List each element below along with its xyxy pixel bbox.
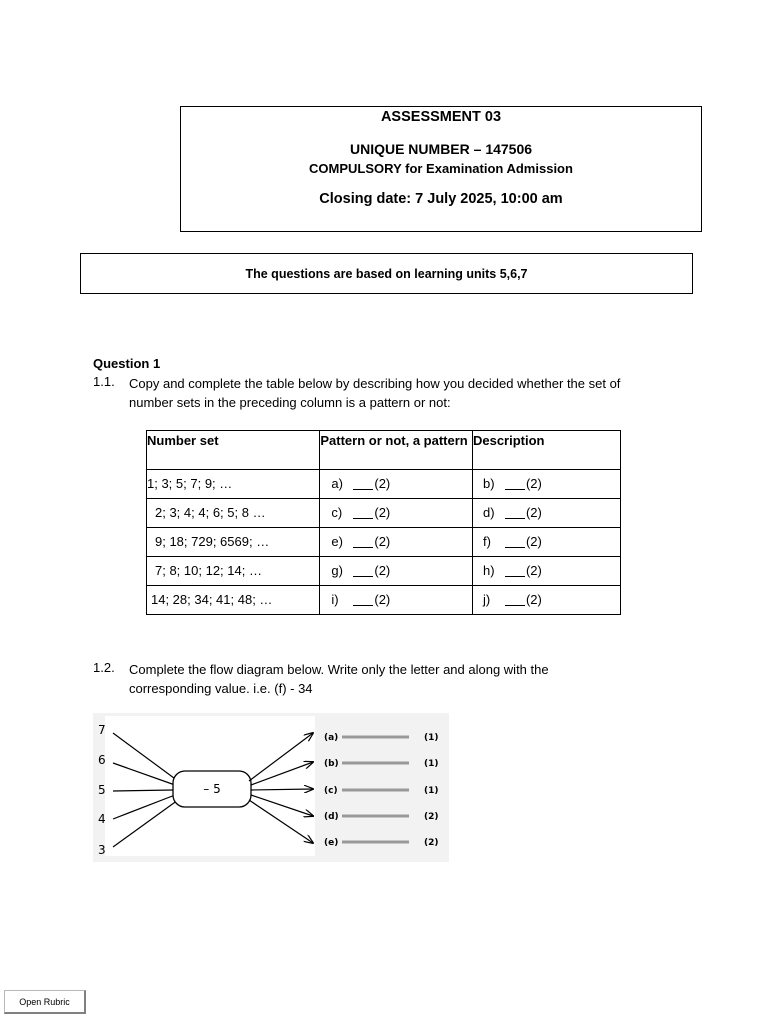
open-rubric-button[interactable] [4,990,86,1014]
header-pattern: Pattern or not, a pattern [320,431,473,470]
marks: (2) [374,592,391,607]
description-cell [472,528,620,557]
description-cell [472,557,620,586]
input-label: 7 [98,723,106,737]
compulsory-note: COMPULSORY for Examination Admission [309,161,573,176]
description-cell [472,499,620,528]
answer-letter: i) [331,592,339,607]
question-1-1-line2: number sets in the preceding column is a pattern or not: [129,395,451,410]
output-marks: (2) [424,812,439,822]
output-letter: (c) [324,786,338,796]
answer-letter: a) [331,476,343,491]
answer-letter: d) [482,505,495,520]
answer-letter: b) [482,476,495,491]
table-row [147,528,621,557]
marks: (2) [525,592,542,607]
answer-blank [353,561,373,577]
closing-date: Closing date: 7 July 2025, 10:00 am [319,191,563,207]
pattern-cell [320,499,473,528]
number-set-cell: 7; 8; 10; 12; 14; … [147,557,320,586]
header-description: Description [472,431,620,470]
marks: (2) [374,563,391,578]
answer-blank [353,590,373,606]
answer-letter: j) [482,592,491,607]
pattern-table [146,430,621,615]
answer-letter: e) [331,534,343,549]
pattern-cell [320,528,473,557]
marks: (2) [525,505,542,520]
flow-diagram-svg [93,713,449,862]
answer-letter: c) [331,505,343,520]
table-row [147,499,621,528]
pattern-cell [320,470,473,499]
answer-blank [505,561,525,577]
question-1-1-line1: Copy and complete the table below by describing how you decided whether the set of [129,376,621,391]
question-1-2-text [129,660,549,698]
question-1-2-line1: Complete the flow diagram below. Write only the letter and along with the [129,662,549,677]
table-row [147,586,621,615]
assessment-title: ASSESSMENT 03 [380,109,502,125]
marks: (2) [374,505,391,520]
output-letter: (d) [324,812,339,822]
answer-blank [505,532,525,548]
number-set-cell: 9; 18; 729; 6569; … [147,528,320,557]
table-row [147,557,621,586]
number-set-cell: 2; 3; 4; 4; 6; 5; 8 … [147,499,320,528]
question-number-1-2: 1.2. [93,660,115,675]
answer-letter: g) [331,563,343,578]
marks: (2) [374,476,391,491]
input-label: 6 [98,753,106,767]
output-letter: (a) [324,733,339,743]
description-cell [472,586,620,615]
answer-blank [353,532,373,548]
marks: (2) [525,534,542,549]
question-number-1-1: 1.1. [93,374,115,389]
assessment-header-box [180,106,702,232]
pattern-cell [320,586,473,615]
operator-label: – 5 [203,782,221,796]
output-marks: (2) [424,838,439,848]
output-marks: (1) [424,733,439,743]
output-letter: (b) [324,759,339,769]
unique-number: UNIQUE NUMBER – 147506 [349,141,533,157]
question-1-1-text [129,374,620,412]
marks: (2) [525,563,542,578]
pattern-cell [320,557,473,586]
learning-units-text: The questions are based on learning units 5,6,7 [245,266,528,281]
output-marks: (1) [424,786,439,796]
answer-blank [353,474,373,490]
output-marks: (1) [424,759,439,769]
answer-blank [353,503,373,519]
input-label: 3 [98,843,106,857]
header-number-set: Number set [147,431,320,470]
marks: (2) [525,476,542,491]
input-label: 4 [98,812,106,826]
marks: (2) [374,534,391,549]
open-rubric-label: Open Rubric [19,996,70,1007]
input-label: 5 [98,783,106,797]
answer-letter: h) [482,563,495,578]
answer-letter: f) [482,534,491,549]
table-header-row [147,431,621,470]
answer-blank [505,590,525,606]
question-1-2-line2: corresponding value. i.e. (f) - 34 [129,681,313,696]
table-row [147,470,621,499]
question-heading: Question 1 [93,356,161,371]
learning-units-box [80,253,693,294]
flow-diagram [93,713,449,862]
number-set-cell: 1; 3; 5; 7; 9; … [147,470,320,499]
number-set-cell: 14; 28; 34; 41; 48; … [147,586,320,615]
description-cell [472,470,620,499]
answer-blank [505,474,525,490]
output-letter: (e) [324,838,339,848]
answer-blank [505,503,525,519]
